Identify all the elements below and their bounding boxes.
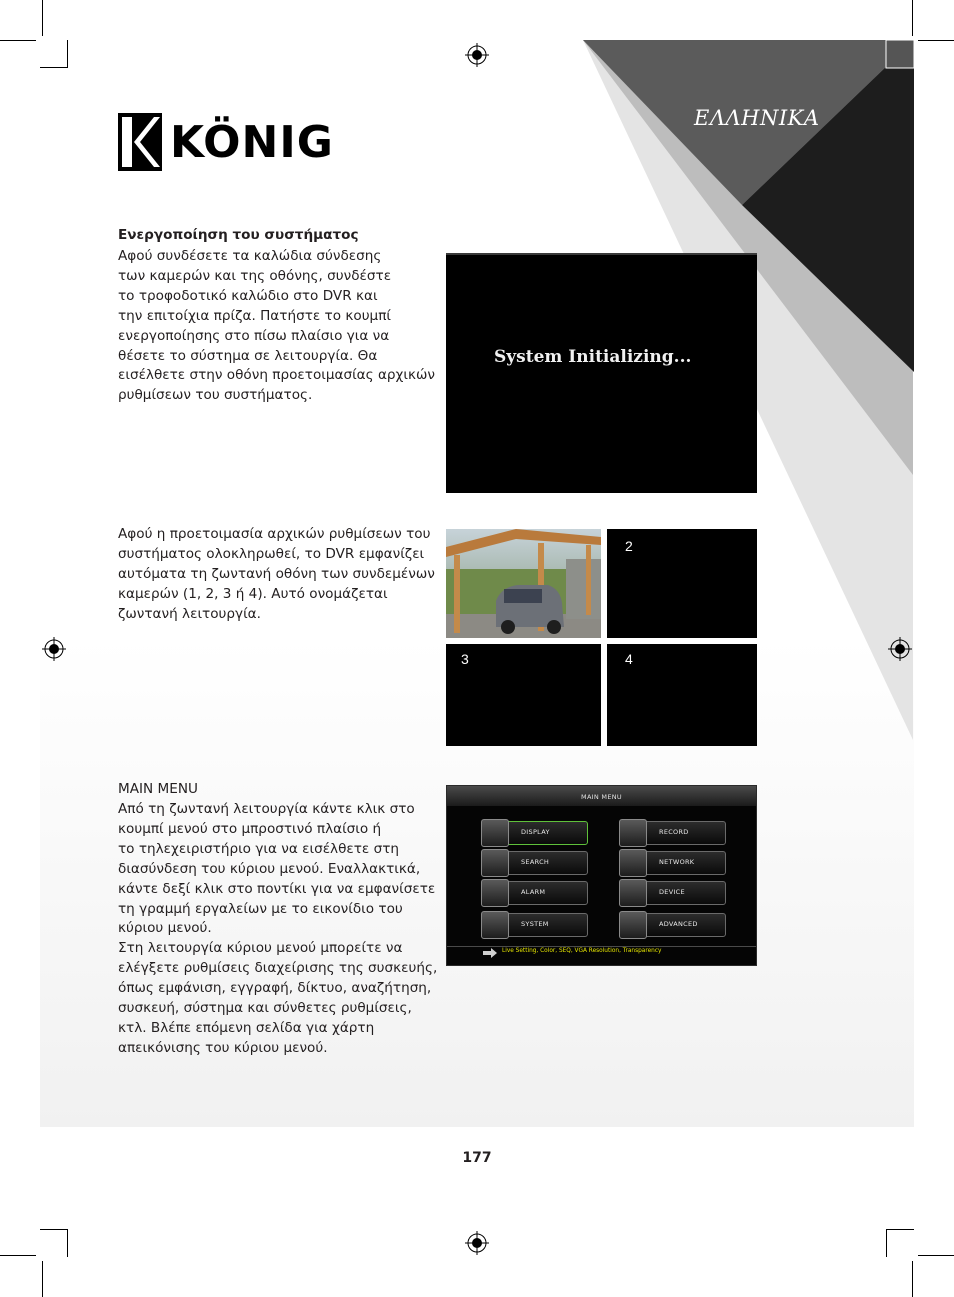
crop-mark xyxy=(912,1261,913,1297)
crop-mark xyxy=(67,1229,68,1257)
menu-system-button[interactable] xyxy=(482,913,588,937)
konig-logo-icon xyxy=(118,113,162,171)
menu-search-button[interactable] xyxy=(482,851,588,875)
menu-label: ADVANCED xyxy=(659,920,698,928)
crop-mark xyxy=(67,40,68,68)
menu-divider xyxy=(447,946,756,947)
camera-view-4 xyxy=(607,644,757,746)
menu-label: SYSTEM xyxy=(521,920,549,928)
crop-mark xyxy=(886,1229,914,1230)
camera-number: 2 xyxy=(625,538,633,554)
menu-label: SEARCH xyxy=(521,858,550,866)
menu-record-button[interactable] xyxy=(620,821,726,845)
menu-label: DISPLAY xyxy=(521,828,550,836)
search-icon xyxy=(481,849,509,877)
main-menu-screen xyxy=(446,785,757,966)
system-gear-icon xyxy=(481,911,509,939)
alarm-icon xyxy=(481,879,509,907)
brand-logo xyxy=(118,112,334,172)
camera-view-2 xyxy=(607,529,757,638)
menu-label: DEVICE xyxy=(659,888,685,896)
system-init-text: System Initializing... xyxy=(494,347,692,367)
crop-mark xyxy=(0,40,36,41)
monitor-icon xyxy=(481,819,509,847)
section-body: Αφού η προετοιμασία αρχικών ρυθμίσεων του συστήματος ολοκληρωθεί, το DVR εμφανίζει αυτόματα τη ζωντανή οθόνη των συνδεμένων καμερών (1, 2, 3 ή 4). Αυτό ονομάζεται ζωντανή λειτουργία. xyxy=(118,526,435,622)
crop-mark xyxy=(0,1255,36,1256)
language-label: ΕΛΛΗΝΙΚΑ xyxy=(694,106,820,130)
section-heading: MAIN MENU xyxy=(118,781,198,797)
globe-icon xyxy=(619,849,647,877)
arrow-right-icon xyxy=(483,948,497,958)
menu-title-bar xyxy=(447,786,756,806)
brand-wordmark: KÖNIG xyxy=(170,116,334,168)
menu-device-button[interactable] xyxy=(620,881,726,905)
crop-mark xyxy=(40,67,68,68)
tools-icon xyxy=(619,911,647,939)
camera-number: 4 xyxy=(625,651,633,667)
registration-mark-icon xyxy=(42,637,66,661)
camera-view-1 xyxy=(446,529,601,638)
menu-status-text: Live Setting, Color, SEQ, VGA Resolution, Transparency xyxy=(502,948,662,954)
crop-mark xyxy=(42,0,43,36)
crop-mark xyxy=(912,0,913,36)
registration-mark-icon xyxy=(888,637,912,661)
menu-display-button[interactable] xyxy=(482,821,588,845)
crop-mark xyxy=(918,40,954,41)
section-body: Αφού συνδέσετε τα καλώδια σύνδεσης των καμερών και της οθόνης, συνδέστε το τροφοδοτικό καλώδιο στο DVR και την επιτοίχια πρίζα. Πατήστε το κουμπί ενεργοποίησης στο πίσω πλαίσιο για να θέσετε το σύστημα σε λειτουργία. Θα εισέλθετε στην οθόνη προετοιμασίας αρχικών ρυθμίσεων του συστήματος. xyxy=(118,248,435,404)
menu-alarm-button[interactable] xyxy=(482,881,588,905)
registration-mark-icon xyxy=(465,1231,489,1255)
section-body: Από τη ζωντανή λειτουργία κάντε κλικ στο κουμπί μενού στο μπροστινό πλαίσιο ή το τηλεχειριστήριο για να εισέλθετε στη διασύνδεση του κύριου μενού. Εναλλακτικά, κάντε δεξί κλικ στο ποντίκι για να εμφανίσετε τη γραμμή εργαλείων με το εικονίδιο του κύριου μενού. Στη λειτουργία κύριου μενού μπορείτε να ελέγξετε ρυθμίσεις διαχείρισης της συσκευής, όπως εμφάνιση, εγγραφή, δίκτυο, αναζήτηση, συσκευή, σύστημα και σύνθετες ρυθμίσεις, κτλ. Βλέπε επόμενη σελίδα για χάρτη απεικόνισης του κύριου μενού. xyxy=(118,801,438,1056)
camera-number: 3 xyxy=(461,651,469,667)
system-init-screen xyxy=(446,253,757,493)
section-heading: Ενεργοποίηση του συστήματος xyxy=(118,227,359,243)
menu-advanced-button[interactable] xyxy=(620,913,726,937)
menu-title: MAIN MENU xyxy=(581,793,622,801)
carport-image xyxy=(446,529,601,638)
crop-mark xyxy=(42,1261,43,1297)
crop-mark xyxy=(918,1255,954,1256)
record-icon xyxy=(619,819,647,847)
crop-mark xyxy=(886,1229,887,1257)
menu-network-button[interactable] xyxy=(620,851,726,875)
registration-mark-icon xyxy=(465,43,489,67)
menu-label: ALARM xyxy=(521,888,546,896)
page-number: 177 xyxy=(462,1150,492,1166)
menu-label: NETWORK xyxy=(659,858,695,866)
camera-view-3 xyxy=(446,644,601,746)
crop-mark xyxy=(40,1229,68,1230)
device-icon xyxy=(619,879,647,907)
menu-label: RECORD xyxy=(659,828,689,836)
